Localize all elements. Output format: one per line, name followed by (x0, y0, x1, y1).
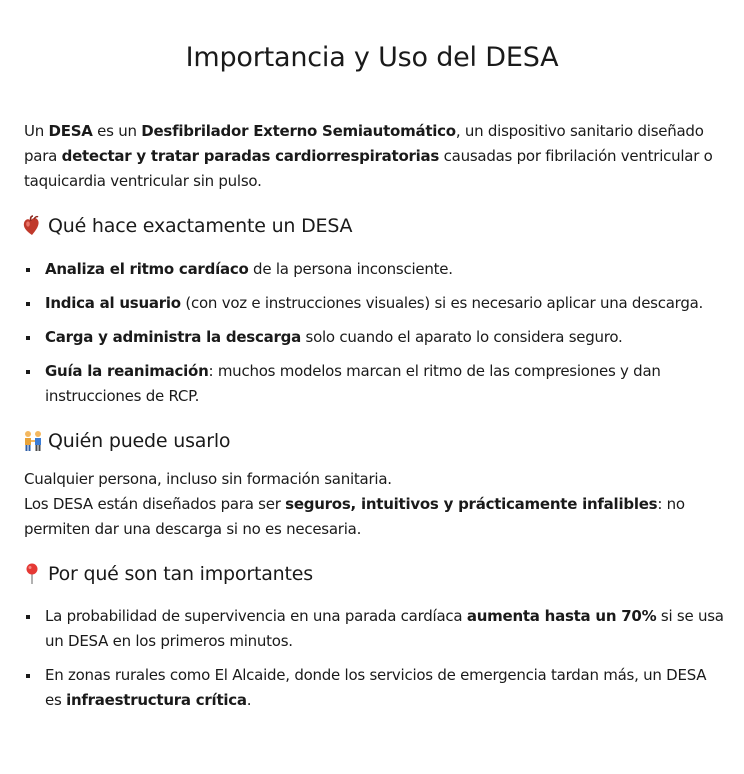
intro-bold-desa: DESA (48, 122, 93, 140)
bullet-icon (26, 615, 30, 619)
list-item-text: En zonas rurales como El Alcaide, donde los servicios de emergencia tardan más, un DESA es (45, 666, 707, 709)
paragraph-text: Los DESA están diseñados para ser (24, 495, 286, 513)
list-item-text: (con voz e instrucciones visuales) si es necesario aplicar una descarga. (180, 294, 704, 312)
bullet-icon (26, 370, 30, 374)
list-item (24, 663, 724, 713)
section-heading-why-important (22, 563, 313, 585)
intro-text: Un (24, 122, 49, 140)
bullet-icon (26, 674, 30, 678)
section-heading-text: Por qué son tan importantes (48, 563, 313, 585)
list-item-text: de la persona inconsciente. (248, 260, 453, 278)
anatomical-heart-icon (22, 215, 42, 237)
list-item (24, 291, 724, 316)
intro-text: causadas por fibrilación ventricular o taquicardia ventricular sin pulso. (24, 147, 713, 190)
list-item (24, 359, 724, 409)
section-heading-text: Quién puede usarlo (48, 430, 231, 452)
bullet-icon (26, 302, 30, 306)
intro-text: es un (92, 122, 142, 140)
intro-bold-purpose: detectar y tratar paradas cardiorrespiratorias (61, 147, 440, 165)
list-item-bold: Carga y administra la descarga (45, 328, 301, 346)
why-important-list (24, 604, 724, 713)
list-item-text: . (246, 691, 252, 709)
bullet-icon (26, 268, 30, 272)
intro-text: , un dispositivo sanitario diseñado para (24, 122, 704, 165)
list-item (24, 325, 724, 350)
list-item (24, 604, 724, 654)
paragraph-text: Cualquier persona, incluso sin formación sanitaria. (24, 470, 392, 488)
round-pushpin-icon (22, 563, 42, 585)
list-item-bold: Indica al usuario (45, 294, 181, 312)
what-it-does-list (24, 257, 724, 409)
section-heading-text: Qué hace exactamente un DESA (48, 215, 353, 237)
people-holding-hands-icon (22, 430, 42, 452)
list-item (24, 257, 724, 282)
section-heading-who-can-use (22, 430, 230, 452)
section-heading-what-it-does (22, 215, 352, 237)
list-item-bold: aumenta hasta un 70% (466, 607, 657, 625)
list-item-text: solo cuando el aparato lo considera seguro. (301, 328, 623, 346)
bullet-icon (26, 336, 30, 340)
paragraph-bold: seguros, intuitivos y prácticamente infalibles (285, 495, 658, 513)
intro-paragraph (24, 119, 724, 194)
who-can-use-paragraph (24, 467, 724, 542)
list-item-text: La probabilidad de supervivencia en una parada cardíaca (45, 607, 467, 625)
intro-bold-definition: Desfibrilador Externo Semiautomático (141, 122, 456, 140)
list-item-text: : muchos modelos marcan el ritmo de las compresiones y dan instrucciones de RCP. (45, 362, 661, 405)
page-title: Importancia y Uso del DESA (185, 42, 559, 73)
list-item-bold: Analiza el ritmo cardíaco (45, 260, 249, 278)
list-item-text: si se usa un DESA en los primeros minutos. (45, 607, 724, 650)
list-item-bold: Guía la reanimación (45, 362, 209, 380)
list-item-bold: infraestructura crítica (66, 691, 247, 709)
paragraph-text: : no permiten dar una descarga si no es necesaria. (24, 495, 685, 538)
